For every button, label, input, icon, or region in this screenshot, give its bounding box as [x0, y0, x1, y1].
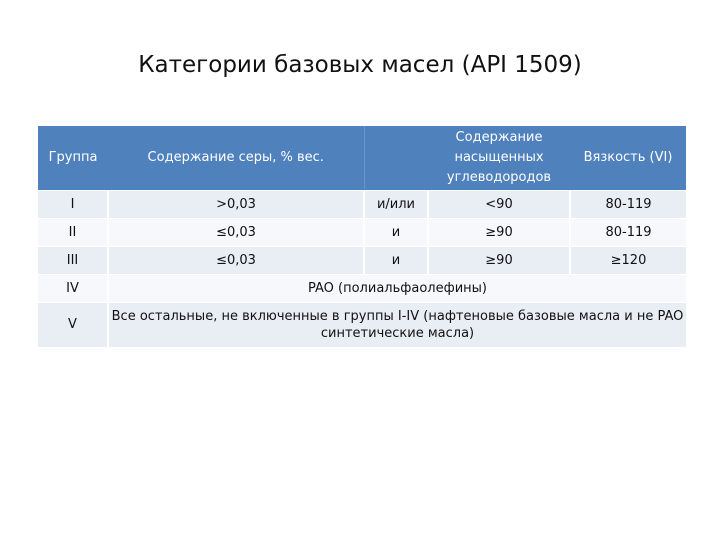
cell-description: PAO (полиальфаолефины): [108, 275, 686, 303]
table-row: [38, 219, 686, 247]
cell-connector: и: [364, 219, 428, 247]
header-connector: [364, 126, 428, 191]
table-row: [38, 275, 686, 303]
cell-connector: и: [364, 247, 428, 275]
cell-saturates: ≥90: [428, 219, 570, 247]
table-header-row: [38, 126, 686, 191]
table-row: [38, 191, 686, 219]
cell-connector: и/или: [364, 191, 428, 219]
header-saturates: Содержание насыщенных углеводородов: [428, 126, 570, 191]
slide-title: Категории базовых масел (API 1509): [138, 52, 582, 78]
cell-viscosity: ≥120: [570, 247, 686, 275]
cell-group: V: [38, 303, 108, 347]
cell-sulfur: >0,03: [108, 191, 364, 219]
cell-saturates: ≥90: [428, 247, 570, 275]
cell-group: II: [38, 219, 108, 247]
table-row: [38, 303, 686, 347]
cell-group: III: [38, 247, 108, 275]
header-viscosity: Вязкость (VI): [570, 126, 686, 191]
cell-viscosity: 80-119: [570, 219, 686, 247]
base-oil-categories-table: [38, 126, 686, 347]
cell-description: Все остальные, не включенные в группы I-IV (нафтеновые базовые масла и не PAO синтетические масла): [108, 303, 686, 347]
table-row: [38, 247, 686, 275]
cell-sulfur: ≤0,03: [108, 247, 364, 275]
cell-viscosity: 80-119: [570, 191, 686, 219]
cell-saturates: <90: [428, 191, 570, 219]
header-sulfur: Содержание серы, % вес.: [108, 126, 364, 191]
header-group: Группа: [38, 126, 108, 191]
cell-sulfur: ≤0,03: [108, 219, 364, 247]
cell-group: I: [38, 191, 108, 219]
cell-group: IV: [38, 275, 108, 303]
